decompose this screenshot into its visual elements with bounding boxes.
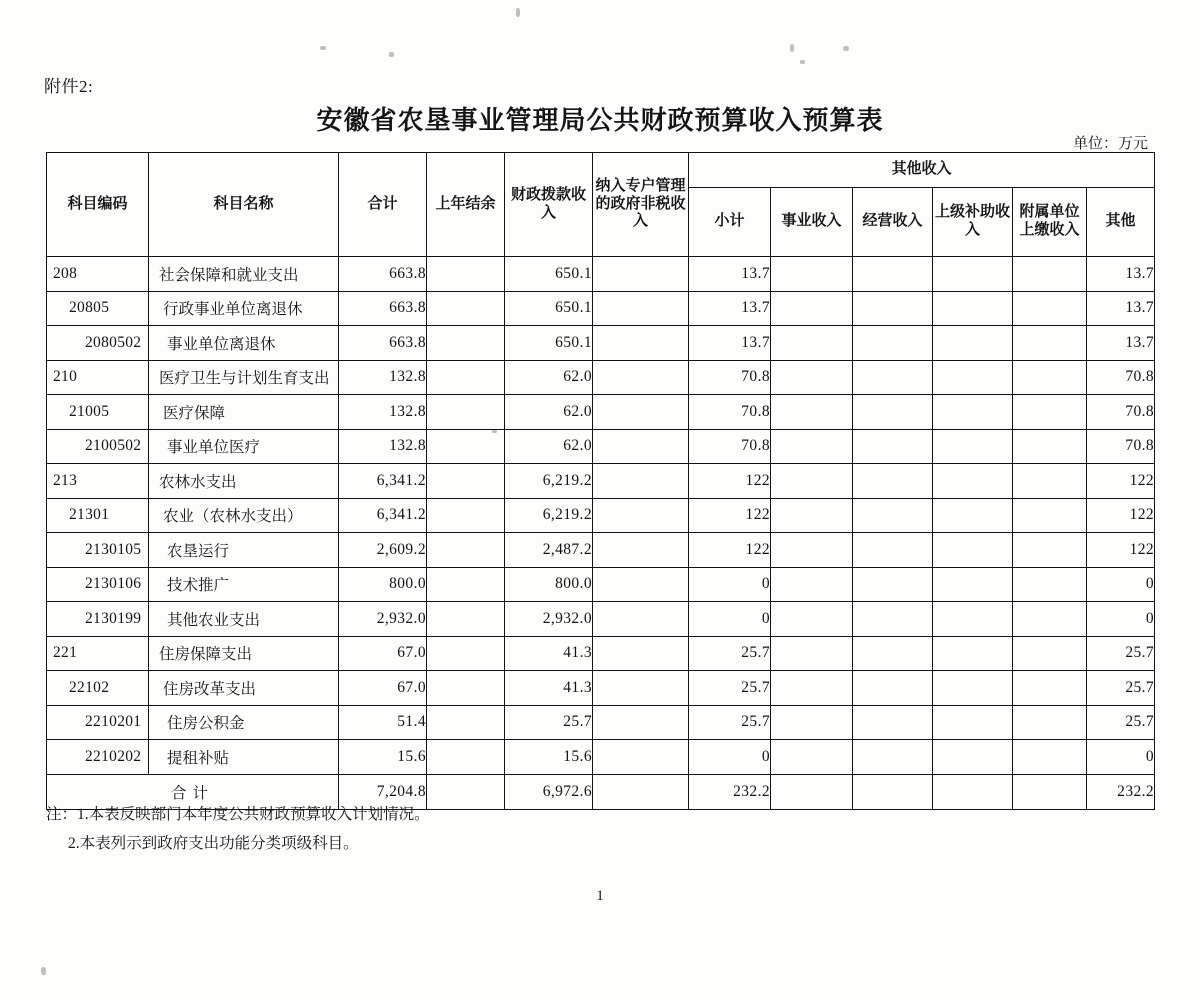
cell-total-other: 232.2 <box>1087 774 1155 809</box>
cell-other: 13.7 <box>1087 291 1155 326</box>
cell-carryover <box>427 533 505 568</box>
cell-name: 事业单位医疗 <box>149 429 339 464</box>
cell-other: 0 <box>1087 740 1155 775</box>
cell-operating-income <box>853 636 933 671</box>
scan-speck <box>320 46 326 50</box>
page-number: 1 <box>596 888 604 904</box>
cell-non-tax <box>593 740 689 775</box>
cell-code: 213 <box>47 464 149 499</box>
cell-subordinate-remittance <box>1013 360 1087 395</box>
cell-carryover <box>427 429 505 464</box>
cell-total-label: 合计 <box>47 774 339 809</box>
header-appropriation: 财政拨款收入 <box>505 153 593 257</box>
header-code: 科目编码 <box>47 153 149 257</box>
cell-total-non-tax <box>593 774 689 809</box>
cell-name: 行政事业单位离退休 <box>149 291 339 326</box>
cell-name: 医疗保障 <box>149 395 339 430</box>
unit-label: 单位：万元 <box>1072 136 1148 152</box>
cell-non-tax <box>593 395 689 430</box>
cell-name: 医疗卫生与计划生育支出 <box>149 360 339 395</box>
attachment-label: 附件2: <box>44 77 94 96</box>
cell-carryover <box>427 257 505 292</box>
cell-subordinate-remittance <box>1013 257 1087 292</box>
header-other-income-group: 其他收入 <box>689 153 1155 188</box>
cell-appropriation: 62.0 <box>505 395 593 430</box>
cell-appropriation: 41.3 <box>505 671 593 706</box>
cell-superior-subsidy <box>933 671 1013 706</box>
table-row <box>47 360 1155 395</box>
cell-code: 210 <box>47 360 149 395</box>
cell-code: 221 <box>47 636 149 671</box>
table-row <box>47 326 1155 361</box>
cell-superior-subsidy <box>933 602 1013 637</box>
cell-other-subtotal: 25.7 <box>689 671 771 706</box>
cell-total-subordinate-remittance <box>1013 774 1087 809</box>
scan-speck <box>389 52 394 57</box>
cell-other-subtotal: 0 <box>689 602 771 637</box>
cell-carryover <box>427 464 505 499</box>
cell-code: 2100502 <box>47 429 149 464</box>
cell-other-subtotal: 70.8 <box>689 429 771 464</box>
cell-carryover <box>427 740 505 775</box>
table-row <box>47 464 1155 499</box>
cell-subordinate-remittance <box>1013 567 1087 602</box>
cell-non-tax <box>593 429 689 464</box>
cell-code: 208 <box>47 257 149 292</box>
cell-total: 15.6 <box>339 740 427 775</box>
cell-other: 0 <box>1087 567 1155 602</box>
cell-business-income <box>771 705 853 740</box>
cell-business-income <box>771 464 853 499</box>
cell-business-income <box>771 636 853 671</box>
cell-total-carryover <box>427 774 505 809</box>
cell-other-subtotal: 70.8 <box>689 360 771 395</box>
cell-business-income <box>771 567 853 602</box>
cell-operating-income <box>853 602 933 637</box>
table-row <box>47 429 1155 464</box>
cell-subordinate-remittance <box>1013 498 1087 533</box>
cell-other-subtotal: 122 <box>689 498 771 533</box>
cell-other: 13.7 <box>1087 326 1155 361</box>
cell-name: 住房改革支出 <box>149 671 339 706</box>
cell-operating-income <box>853 740 933 775</box>
page-title: 安徽省农垦事业管理局公共财政预算收入预算表 <box>316 106 884 135</box>
cell-appropriation: 650.1 <box>505 291 593 326</box>
cell-other: 122 <box>1087 533 1155 568</box>
cell-other: 0 <box>1087 602 1155 637</box>
scan-speck <box>41 967 46 975</box>
header-operating-income: 经营收入 <box>853 188 933 257</box>
table-row <box>47 567 1155 602</box>
cell-business-income <box>771 602 853 637</box>
cell-appropriation: 25.7 <box>505 705 593 740</box>
cell-appropriation: 15.6 <box>505 740 593 775</box>
cell-superior-subsidy <box>933 533 1013 568</box>
budget-table <box>46 152 1155 810</box>
cell-superior-subsidy <box>933 429 1013 464</box>
table-row <box>47 257 1155 292</box>
cell-name: 技术推广 <box>149 567 339 602</box>
table-header <box>47 153 1155 257</box>
table-row <box>47 602 1155 637</box>
cell-operating-income <box>853 498 933 533</box>
header-other: 其他 <box>1087 188 1155 257</box>
cell-total: 2,932.0 <box>339 602 427 637</box>
cell-subordinate-remittance <box>1013 533 1087 568</box>
cell-subordinate-remittance <box>1013 395 1087 430</box>
cell-name: 事业单位离退休 <box>149 326 339 361</box>
cell-other-subtotal: 13.7 <box>689 291 771 326</box>
cell-business-income <box>771 429 853 464</box>
cell-subordinate-remittance <box>1013 602 1087 637</box>
note-line-1: 注：1.本表反映部门本年度公共财政预算收入计划情况。 <box>46 806 430 823</box>
cell-subordinate-remittance <box>1013 291 1087 326</box>
cell-other-subtotal: 0 <box>689 740 771 775</box>
cell-appropriation: 6,219.2 <box>505 498 593 533</box>
cell-appropriation: 41.3 <box>505 636 593 671</box>
scan-speck <box>516 8 520 17</box>
cell-name: 住房公积金 <box>149 705 339 740</box>
cell-non-tax <box>593 360 689 395</box>
cell-non-tax <box>593 602 689 637</box>
cell-total: 663.8 <box>339 257 427 292</box>
cell-code: 2210202 <box>47 740 149 775</box>
cell-total-other-subtotal: 232.2 <box>689 774 771 809</box>
cell-total: 663.8 <box>339 326 427 361</box>
note-line-2: 2.本表列示到政府支出功能分类项级科目。 <box>68 835 359 853</box>
cell-subordinate-remittance <box>1013 464 1087 499</box>
cell-non-tax <box>593 464 689 499</box>
cell-carryover <box>427 705 505 740</box>
cell-business-income <box>771 740 853 775</box>
cell-total-appropriation: 6,972.6 <box>505 774 593 809</box>
cell-non-tax <box>593 498 689 533</box>
cell-subordinate-remittance <box>1013 326 1087 361</box>
cell-other-subtotal: 122 <box>689 533 771 568</box>
cell-code: 2130199 <box>47 602 149 637</box>
cell-code: 20805 <box>47 291 149 326</box>
cell-other: 25.7 <box>1087 705 1155 740</box>
cell-other: 25.7 <box>1087 671 1155 706</box>
cell-carryover <box>427 498 505 533</box>
cell-carryover <box>427 326 505 361</box>
table-row <box>47 533 1155 568</box>
cell-total: 132.8 <box>339 395 427 430</box>
cell-code: 2130106 <box>47 567 149 602</box>
cell-total: 663.8 <box>339 291 427 326</box>
cell-operating-income <box>853 326 933 361</box>
table-row <box>47 671 1155 706</box>
cell-non-tax <box>593 257 689 292</box>
cell-operating-income <box>853 567 933 602</box>
scan-speck <box>790 44 794 52</box>
cell-other: 70.8 <box>1087 429 1155 464</box>
cell-carryover <box>427 671 505 706</box>
cell-carryover <box>427 636 505 671</box>
cell-subordinate-remittance <box>1013 671 1087 706</box>
cell-business-income <box>771 671 853 706</box>
cell-operating-income <box>853 395 933 430</box>
cell-name: 提租补贴 <box>149 740 339 775</box>
cell-code: 2210201 <box>47 705 149 740</box>
cell-superior-subsidy <box>933 705 1013 740</box>
cell-operating-income <box>853 671 933 706</box>
cell-superior-subsidy <box>933 291 1013 326</box>
cell-business-income <box>771 360 853 395</box>
header-name: 科目名称 <box>149 153 339 257</box>
cell-business-income <box>771 291 853 326</box>
cell-operating-income <box>853 291 933 326</box>
cell-non-tax <box>593 533 689 568</box>
cell-appropriation: 62.0 <box>505 360 593 395</box>
cell-total: 67.0 <box>339 671 427 706</box>
cell-other-subtotal: 25.7 <box>689 636 771 671</box>
cell-total: 800.0 <box>339 567 427 602</box>
cell-operating-income <box>853 533 933 568</box>
table-notes <box>46 800 430 859</box>
cell-superior-subsidy <box>933 567 1013 602</box>
cell-carryover <box>427 360 505 395</box>
cell-non-tax <box>593 671 689 706</box>
cell-appropriation: 650.1 <box>505 257 593 292</box>
cell-operating-income <box>853 257 933 292</box>
cell-superior-subsidy <box>933 636 1013 671</box>
cell-carryover <box>427 291 505 326</box>
cell-code: 2080502 <box>47 326 149 361</box>
cell-other-subtotal: 122 <box>689 464 771 499</box>
cell-total-business-income <box>771 774 853 809</box>
cell-business-income <box>771 533 853 568</box>
cell-non-tax <box>593 705 689 740</box>
cell-superior-subsidy <box>933 326 1013 361</box>
cell-other: 122 <box>1087 498 1155 533</box>
table-body <box>47 257 1155 810</box>
table-row <box>47 498 1155 533</box>
cell-other-subtotal: 70.8 <box>689 395 771 430</box>
cell-total-superior-subsidy <box>933 774 1013 809</box>
cell-carryover <box>427 567 505 602</box>
cell-subordinate-remittance <box>1013 705 1087 740</box>
cell-subordinate-remittance <box>1013 429 1087 464</box>
cell-other-subtotal: 25.7 <box>689 705 771 740</box>
cell-code: 22102 <box>47 671 149 706</box>
cell-appropriation: 62.0 <box>505 429 593 464</box>
cell-operating-income <box>853 360 933 395</box>
table-row <box>47 705 1155 740</box>
cell-name: 农垦运行 <box>149 533 339 568</box>
cell-subordinate-remittance <box>1013 636 1087 671</box>
cell-superior-subsidy <box>933 395 1013 430</box>
cell-total: 6,341.2 <box>339 464 427 499</box>
header-total: 合计 <box>339 153 427 257</box>
cell-other: 13.7 <box>1087 257 1155 292</box>
cell-carryover <box>427 395 505 430</box>
cell-other-subtotal: 13.7 <box>689 326 771 361</box>
cell-total: 132.8 <box>339 429 427 464</box>
cell-operating-income <box>853 464 933 499</box>
cell-other-subtotal: 0 <box>689 567 771 602</box>
cell-appropriation: 6,219.2 <box>505 464 593 499</box>
cell-total: 132.8 <box>339 360 427 395</box>
scan-speck <box>843 46 849 51</box>
cell-carryover <box>427 602 505 637</box>
cell-other: 70.8 <box>1087 360 1155 395</box>
cell-code: 21301 <box>47 498 149 533</box>
scan-speck <box>800 60 805 64</box>
cell-operating-income <box>853 705 933 740</box>
cell-name: 其他农业支出 <box>149 602 339 637</box>
cell-total: 6,341.2 <box>339 498 427 533</box>
cell-name: 社会保障和就业支出 <box>149 257 339 292</box>
cell-operating-income <box>853 429 933 464</box>
cell-other-subtotal: 13.7 <box>689 257 771 292</box>
header-non-tax: 纳入专户管理的政府非税收入 <box>593 153 689 257</box>
cell-total: 51.4 <box>339 705 427 740</box>
cell-total-total: 7,204.8 <box>339 774 427 809</box>
header-other-subtotal: 小计 <box>689 188 771 257</box>
cell-business-income <box>771 326 853 361</box>
cell-total: 67.0 <box>339 636 427 671</box>
cell-code: 2130105 <box>47 533 149 568</box>
cell-non-tax <box>593 636 689 671</box>
cell-superior-subsidy <box>933 740 1013 775</box>
cell-appropriation: 800.0 <box>505 567 593 602</box>
cell-superior-subsidy <box>933 360 1013 395</box>
cell-business-income <box>771 257 853 292</box>
header-carryover: 上年结余 <box>427 153 505 257</box>
cell-non-tax <box>593 326 689 361</box>
table-row <box>47 291 1155 326</box>
header-business-income: 事业收入 <box>771 188 853 257</box>
table-row <box>47 636 1155 671</box>
cell-non-tax <box>593 567 689 602</box>
cell-superior-subsidy <box>933 498 1013 533</box>
cell-subordinate-remittance <box>1013 740 1087 775</box>
cell-name: 农业（农林水支出） <box>149 498 339 533</box>
cell-other: 70.8 <box>1087 395 1155 430</box>
cell-appropriation: 650.1 <box>505 326 593 361</box>
cell-other: 25.7 <box>1087 636 1155 671</box>
cell-name: 农林水支出 <box>149 464 339 499</box>
cell-appropriation: 2,932.0 <box>505 602 593 637</box>
cell-business-income <box>771 498 853 533</box>
cell-total-operating-income <box>853 774 933 809</box>
cell-total: 2,609.2 <box>339 533 427 568</box>
cell-code: 21005 <box>47 395 149 430</box>
table-row <box>47 395 1155 430</box>
table-row <box>47 740 1155 775</box>
cell-business-income <box>771 395 853 430</box>
header-superior-subsidy: 上级补助收入 <box>933 188 1013 257</box>
cell-non-tax <box>593 291 689 326</box>
cell-name: 住房保障支出 <box>149 636 339 671</box>
cell-other: 122 <box>1087 464 1155 499</box>
cell-superior-subsidy <box>933 464 1013 499</box>
cell-superior-subsidy <box>933 257 1013 292</box>
header-subordinate-remittance: 附属单位上缴收入 <box>1013 188 1087 257</box>
cell-appropriation: 2,487.2 <box>505 533 593 568</box>
